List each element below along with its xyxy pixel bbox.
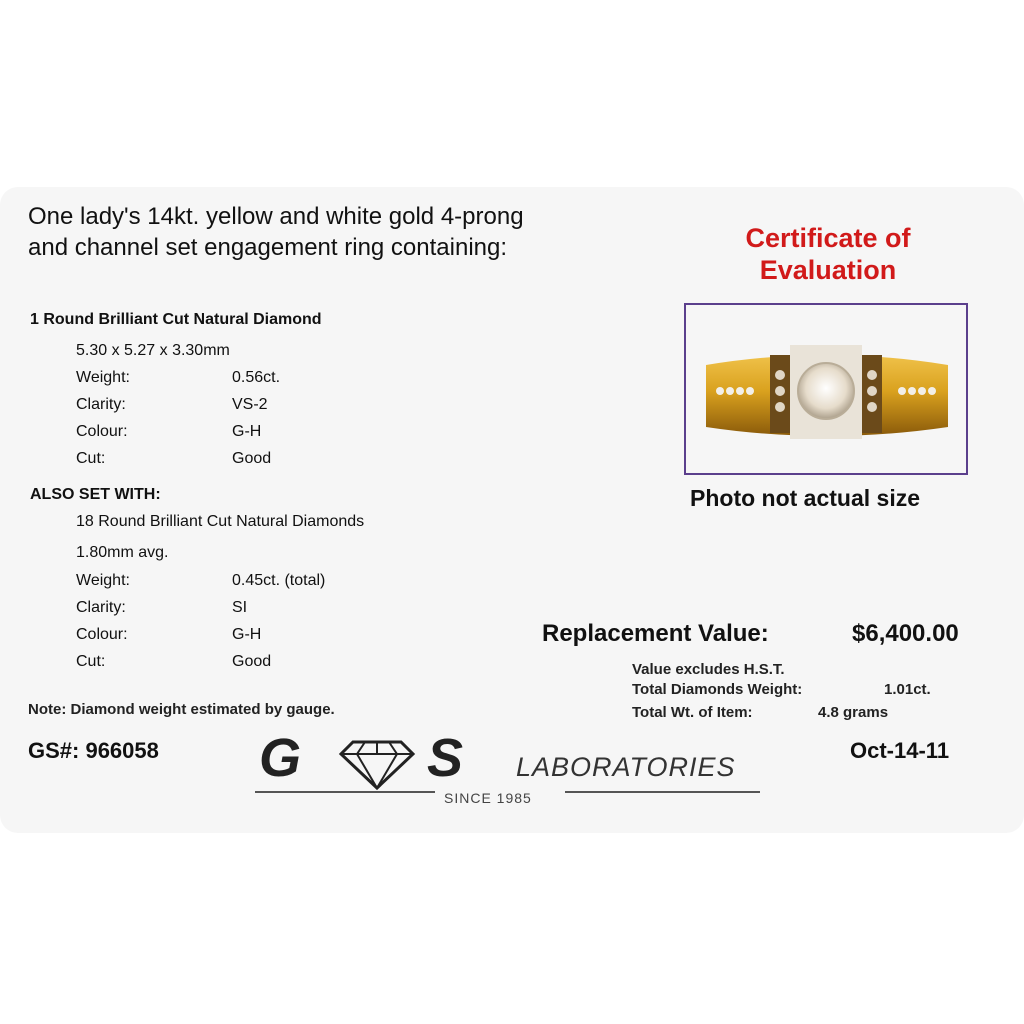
main-stone-heading: 1 Round Brilliant Cut Natural Diamond [30, 311, 322, 328]
ring-illustration [686, 305, 966, 473]
replacement-value: $6,400.00 [852, 620, 959, 647]
main-colour-row [0, 423, 400, 443]
main-cut-label: Cut: [76, 450, 106, 467]
logo-g: G [259, 728, 302, 788]
main-cut-row [0, 450, 400, 470]
also-set-size: 1.80mm avg. [76, 544, 169, 561]
main-clarity-value: VS-2 [232, 396, 268, 413]
since-label: SINCE 1985 [444, 790, 532, 806]
replacement-value-label: Replacement Value: [542, 620, 769, 647]
side-clarity-value: SI [232, 599, 248, 616]
side-cut-value: Good [232, 653, 272, 670]
total-diamonds-value: 1.01ct. [884, 681, 931, 698]
description-line-2: and channel set engagement ring containing: [28, 234, 508, 261]
main-stone-dimensions: 5.30 x 5.27 x 3.30mm [76, 342, 230, 359]
side-cut-row [0, 653, 420, 673]
side-colour-row [0, 626, 420, 646]
main-weight-value: 0.56ct. [232, 369, 281, 386]
certificate-title-line-1: Certificate of [745, 223, 911, 253]
photo-caption: Photo not actual size [690, 485, 921, 511]
main-clarity-label: Clarity: [76, 396, 126, 413]
gs-number: GS#: 966058 [28, 738, 159, 763]
ring-photo [684, 303, 968, 475]
total-weight-value: 4.8 grams [818, 704, 889, 721]
main-clarity-row [0, 396, 400, 416]
certificate-date: Oct-14-11 [850, 738, 950, 763]
side-weight-label: Weight: [76, 572, 130, 589]
certificate-title [690, 222, 966, 286]
main-colour-value: G-H [232, 423, 262, 440]
diamond-icon [341, 742, 413, 788]
side-weight-value: 0.45ct. (total) [232, 572, 326, 589]
certificate-title-line-2: Evaluation [759, 255, 897, 285]
total-diamonds-label: Total Diamonds Weight: [632, 681, 803, 698]
logo-s: S [427, 728, 464, 788]
side-clarity-label: Clarity: [76, 599, 126, 616]
tax-note: Value excludes H.S.T. [632, 661, 785, 678]
item-description [28, 201, 668, 263]
side-colour-label: Colour: [76, 626, 128, 643]
also-set-description: 18 Round Brilliant Cut Natural Diamonds [76, 513, 365, 530]
description-line-1: One lady's 14kt. yellow and white gold 4-prong [28, 203, 524, 230]
side-cut-label: Cut: [76, 653, 106, 670]
total-weight-label: Total Wt. of Item: [632, 704, 753, 721]
laboratories-wordmark: LABORATORIES [516, 752, 736, 782]
also-set-heading: ALSO SET WITH: [30, 486, 161, 503]
side-clarity-row [0, 599, 420, 619]
weight-note: Note: Diamond weight estimated by gauge. [28, 701, 335, 718]
side-weight-row [0, 572, 420, 592]
main-weight-label: Weight: [76, 369, 130, 386]
main-colour-label: Colour: [76, 423, 128, 440]
main-cut-value: Good [232, 450, 272, 467]
side-colour-value: G-H [232, 626, 262, 643]
main-weight-row [0, 369, 400, 389]
